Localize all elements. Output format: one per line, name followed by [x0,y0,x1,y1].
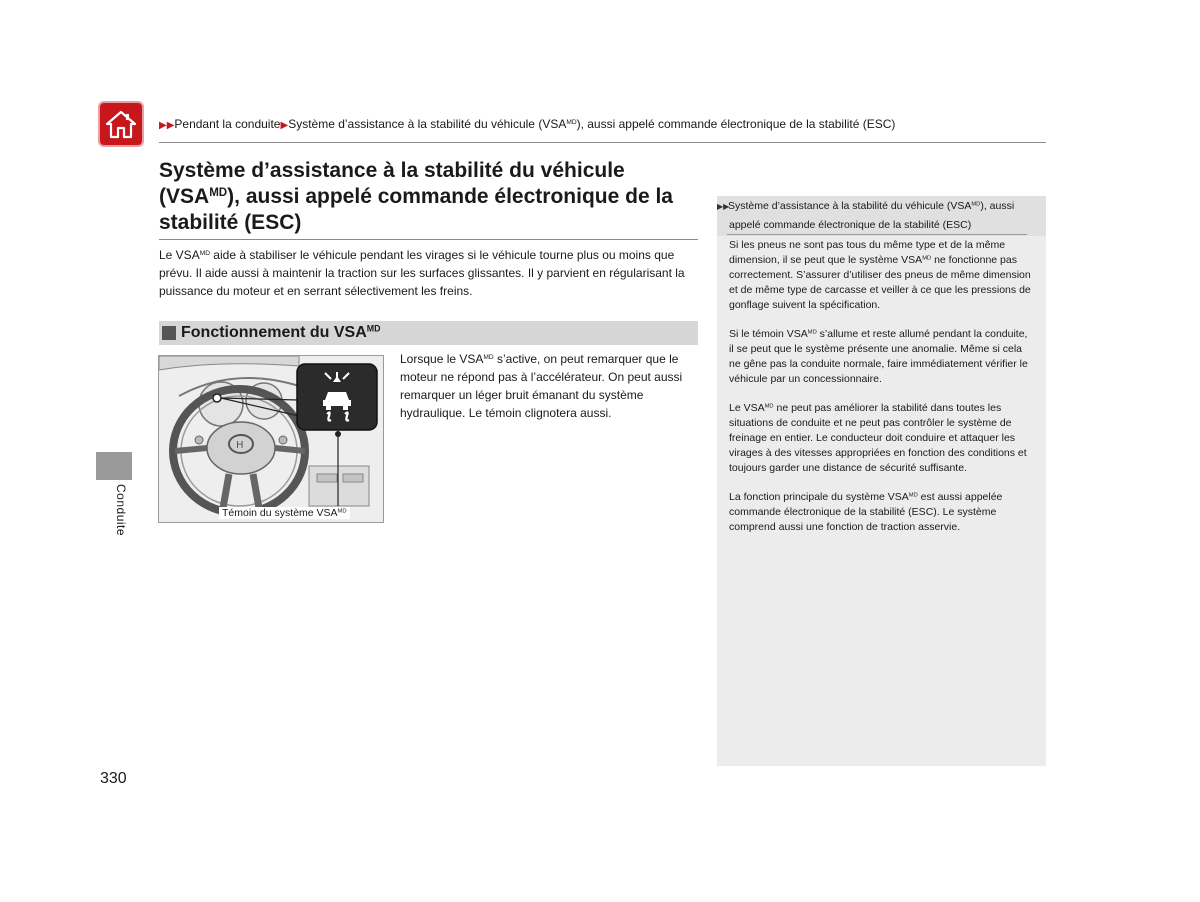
chapter-tab[interactable] [96,452,132,480]
notes-header-text: ▶▶Système d’assistance à la stabilité du véhicule $(VSA^{MD})$, aussi appelé commande électronique de la stabilité (ESC) [717,197,1037,235]
notes-divider [727,234,1027,235]
breadcrumb-item-driving[interactable]: Pendant la conduite [174,117,281,131]
breadcrumb-arrow-icon: ▶▶ [159,120,175,131]
header-divider [159,142,1046,143]
chapter-label: Conduite [114,484,128,537]
note-paragraph: La fonction principale du système $VSA^{MD}$ est aussi appelée commande électronique de la stabilité (ESC). Le système comprend aussi une fonction de traction asservie. [729,491,1003,533]
operation-paragraph: Lorsque le $VSA^{MD}$ s’active, on peut remarquer que le moteur ne répond pas à l’accélérateur. On peut aussi remarquer un léger bruit émanant du système hydraulique. Le témoin clignotera aussi. [400,352,683,420]
vsa-indicator-icon [311,370,363,426]
figure-caption: Témoin du système $VSA^{MD}$ [219,507,350,519]
note-paragraph: Si les pneus ne sont pas tous du même type et de la même dimension, il se peut que le système $VSA^{MD}$ ne fonctionne pas correctement. S’assurer d’utiliser des pneus de même dimension et de même type de carcasse et veiller à ce que les pressions de gonflage suivent la spécification. [729,239,1031,311]
intro-paragraph: Le $VSA^{MD}$ aide à stabiliser le véhicule pendant les virages si le véhicule tourne plus ou moins que prévu. Il aide aussi à maintenir la traction sur les surfaces glissantes. Il y parvient en régularisant la puissance du moteur et en serrant sélectivement les freins. [159,248,685,298]
breadcrumb-arrow-icon: ▶ [280,120,289,131]
breadcrumb-item-vsa[interactable]: Système d’assistance à la stabilité du véhicule $(VSA^{MD})$, aussi appelé commande électronique de la stabilité (ESC) [288,117,896,131]
breadcrumb [159,117,895,131]
note-paragraph: Si le témoin $VSA^{MD}$ s’allume et reste allumé pendant la conduite, il se peut que le système présente une anomalie. Même si cela ne gêne pas la conduite normale, faire immédiatement vérifier le véhicule par un concessionnaire. [729,328,1028,385]
reference-pointer-icon: ▶▶ [717,202,730,211]
title-divider [159,239,698,240]
page-number: 330 [100,770,127,787]
home-button[interactable] [98,101,144,147]
page-title: Système d’assistance à la stabilité du véhicule $(VSA^{MD})$, aussi appelé commande électronique de la stabilité (ESC) [159,159,673,234]
section-title: Fonctionnement du $VSA^{MD}$ [181,323,381,341]
svg-text:H: H [236,440,244,451]
dashboard-illustration [158,355,384,523]
notes-sidebar [717,196,1046,766]
section-header-vsa-operation [159,321,698,345]
section-square-icon [162,326,176,340]
note-paragraph: Le $VSA^{MD}$ ne peut pas améliorer la stabilité dans toutes les situations de conduite et ne peut pas contrôler le système de freinage en entier. Le conducteur doit conduire et attaquer les virages à des vitesses appropriées en fonction des conditions et toujours garder une distance de sécurité suffisante. [729,402,1027,474]
notes-body [729,238,1035,549]
home-icon [105,109,137,139]
